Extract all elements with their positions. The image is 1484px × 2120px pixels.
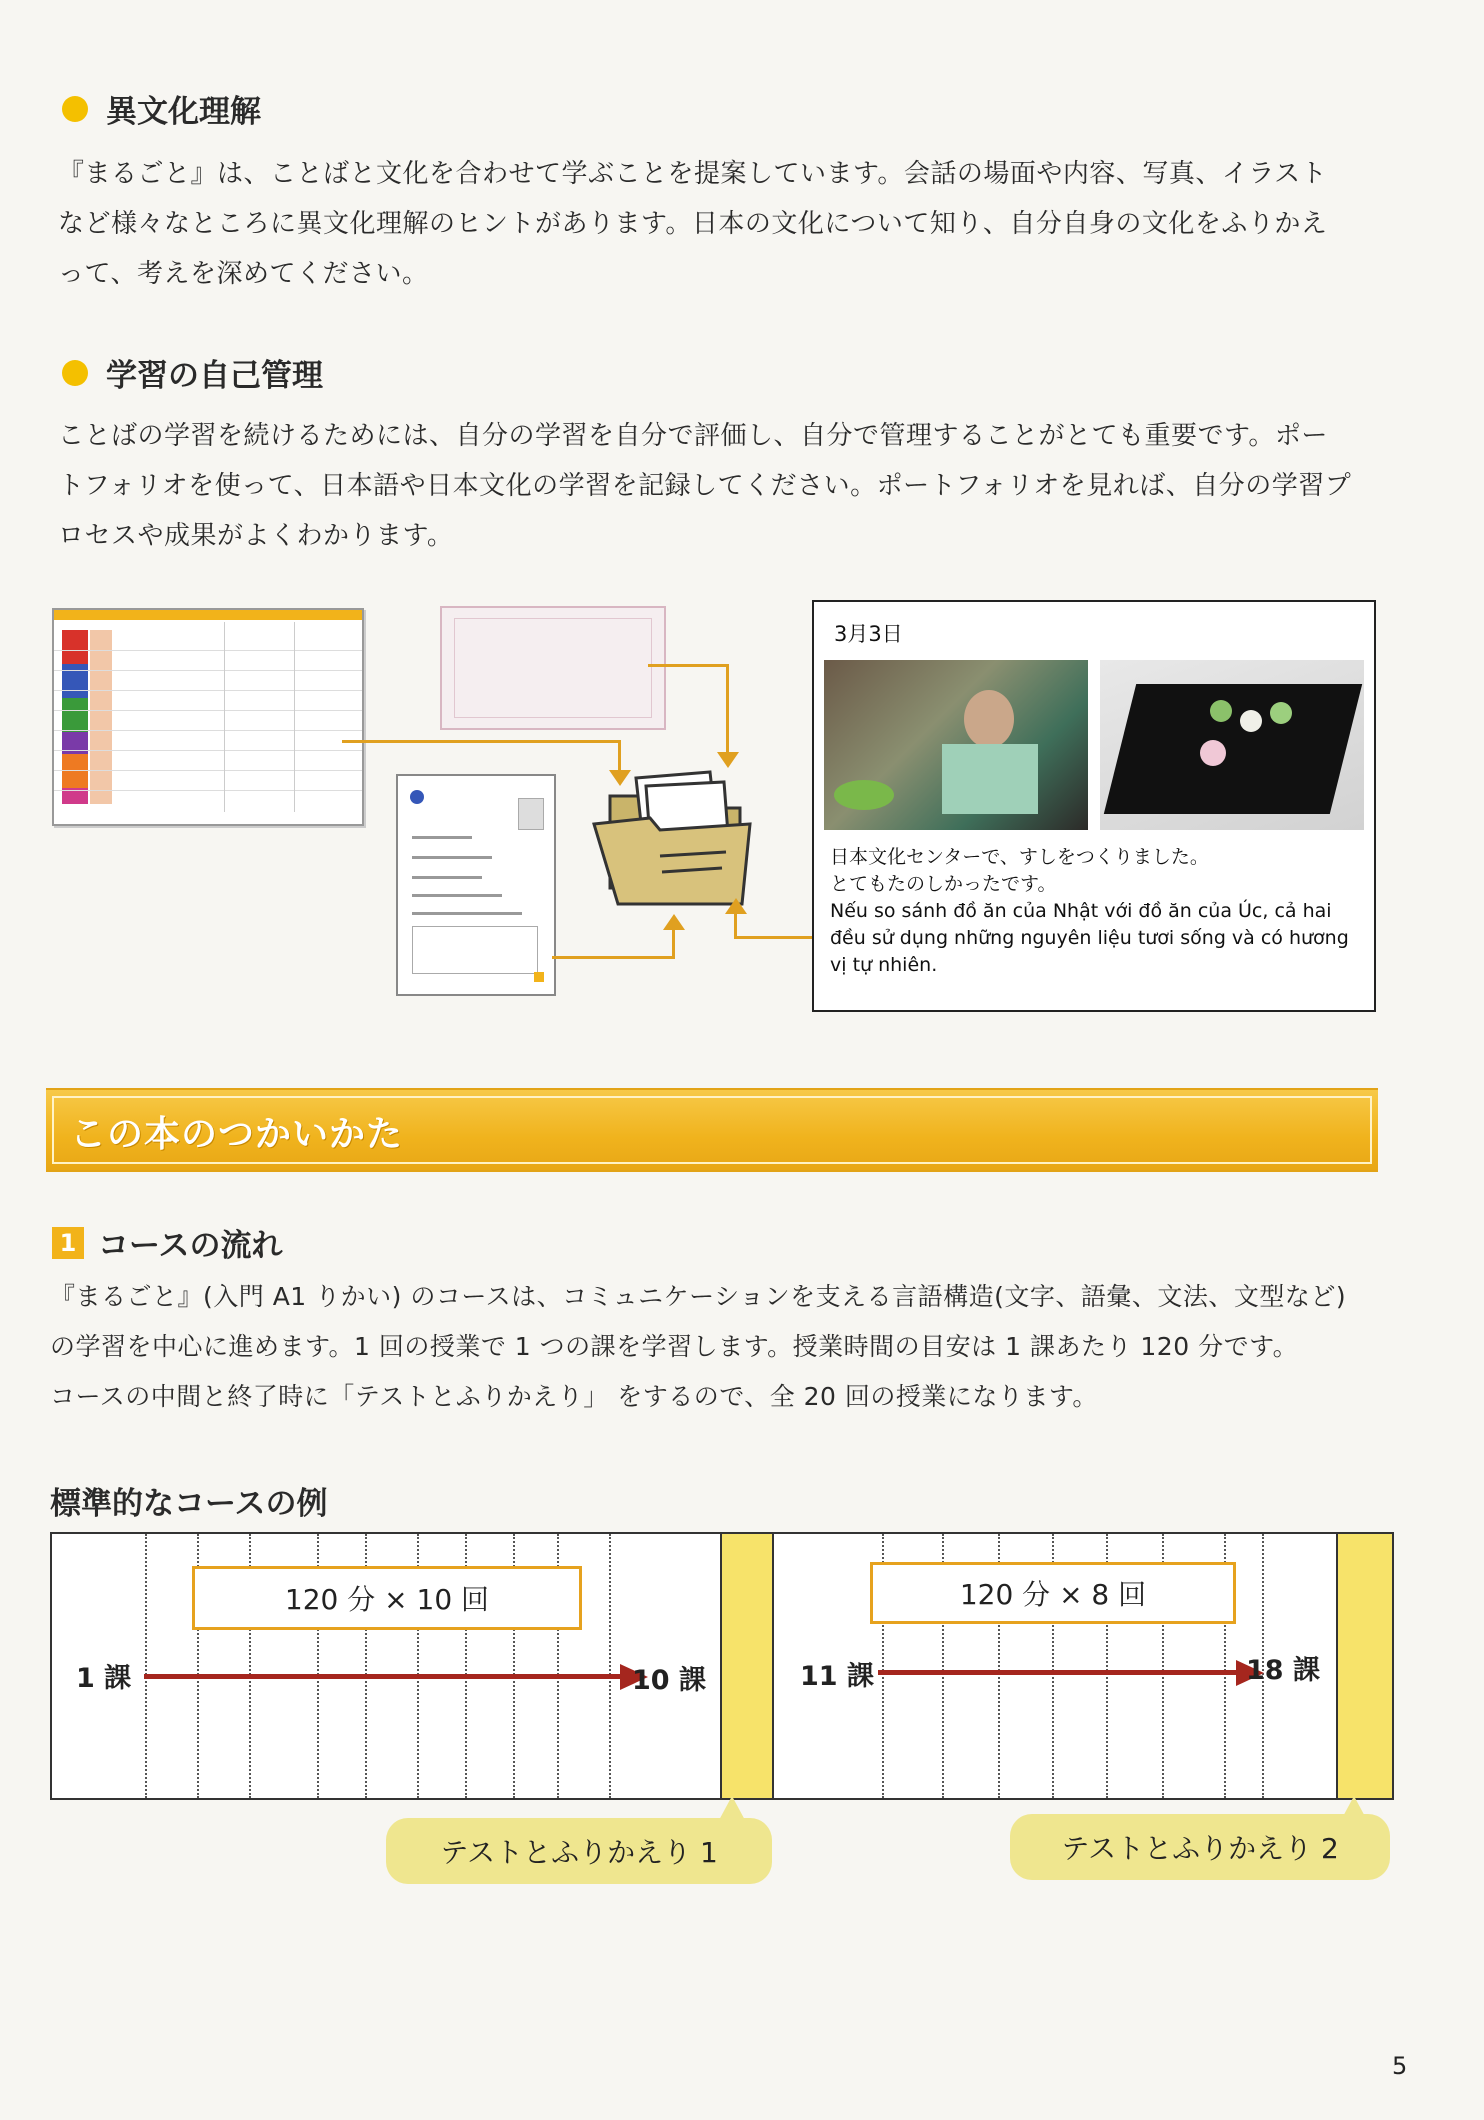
connector-arrow: [342, 740, 620, 743]
section-number-badge: 1: [52, 1227, 84, 1259]
diary-line: Nếu so sánh đồ ăn của Nhật với đồ ăn của Úc, cả hai: [830, 900, 1332, 922]
section-title: 異文化理解: [106, 94, 261, 130]
bullet-dot-icon: [62, 360, 88, 386]
course-flow-paragraph: [50, 1272, 1346, 1422]
diary-line: vị tự nhiên.: [830, 954, 938, 976]
paragraph-line: って、考えを深めてください。: [58, 259, 429, 289]
diary-line: đều sử dụng những nguyên liệu tươi sống và có hương: [830, 927, 1349, 949]
sushi-photo: [1100, 660, 1364, 830]
folder-icon: [590, 768, 762, 908]
profile-sheet-image: [396, 774, 556, 996]
test-review-1-label: テストとふりかえり 1: [386, 1818, 772, 1884]
intercultural-paragraph: [58, 149, 1327, 299]
bullet-dot-icon: [62, 96, 88, 122]
connector-arrow: [648, 664, 728, 667]
portfolio-spreadsheet-image: [52, 608, 364, 826]
section-heading-intercultural: [62, 86, 261, 131]
lesson-end-1: 10 課: [632, 1665, 706, 1696]
diary-entry-card: [812, 600, 1376, 1012]
paragraph-line: ことばの学習を続けるためには、自分の学習を自分で評価し、自分で管理することがとても重要です。ポー: [58, 421, 1328, 451]
connector-arrow: [736, 936, 816, 939]
paragraph-line: コースの中間と終了時に「テストとふりかえり」 をするので、全 20 回の授業になります。: [50, 1382, 1098, 1411]
lesson-start-2: 11 課: [800, 1661, 874, 1692]
section-title: コースの流れ: [98, 1228, 283, 1264]
diary-text: [830, 844, 1349, 979]
paragraph-line: など様々なところに異文化理解のヒントがあります。日本の文化について知り、自分自身の文化をふりかえ: [58, 209, 1328, 239]
section-banner: [46, 1088, 1378, 1172]
paragraph-line: の学習を中心に進めます。1 回の授業で 1 つの課を学習します。授業時間の目安は 1 課あたり 120 分です。: [50, 1332, 1299, 1361]
cooking-photo: [824, 660, 1088, 830]
progress-arrow-1: [144, 1674, 624, 1679]
duration-box-1: 120 分 × 10 回: [192, 1566, 582, 1630]
course-diagram: [50, 1532, 1394, 1800]
diary-date: 3月3日: [834, 622, 903, 646]
paragraph-line: 『まるごと』は、ことばと文化を合わせて学ぶことを提案しています。会話の場面や内容、写真、イラスト: [58, 159, 1328, 189]
lesson-end-2: 18 課: [1246, 1655, 1320, 1686]
lesson-start-1: 1 課: [76, 1663, 132, 1694]
page-number: 5: [1392, 2052, 1408, 2080]
test-column-2: [1336, 1534, 1394, 1798]
test-column-1: [720, 1534, 774, 1798]
section-title: 学習の自己管理: [106, 358, 323, 394]
section-heading-self-management: [62, 350, 323, 395]
diary-line: 日本文化センターで、すしをつくりました。: [830, 846, 1209, 868]
progress-arrow-2: [878, 1670, 1240, 1675]
duration-box-2: 120 分 × 8 回: [870, 1562, 1236, 1624]
paragraph-line: 『まるごと』(入門 A1 りかい) のコースは、コミュニケーションを支える言語構造(文字、語彙、文法、文型など): [50, 1282, 1347, 1311]
certificate-image: [440, 606, 666, 730]
banner-title: この本のつかいかた: [70, 1114, 404, 1155]
paragraph-line: ロセスや成果がよくわかります。: [58, 521, 454, 551]
self-management-paragraph: [58, 411, 1351, 561]
connector-arrow: [552, 956, 674, 959]
test-review-2-label: テストとふりかえり 2: [1010, 1814, 1390, 1880]
paragraph-line: トフォリオを使って、日本語や日本文化の学習を記録してください。ポートフォリオを見れば、自分の学習プ: [58, 471, 1352, 501]
course-flow-heading: [52, 1220, 282, 1265]
diary-line: とてもたのしかったです。: [830, 873, 1057, 895]
course-example-title: 標準的なコースの例: [50, 1486, 328, 1522]
